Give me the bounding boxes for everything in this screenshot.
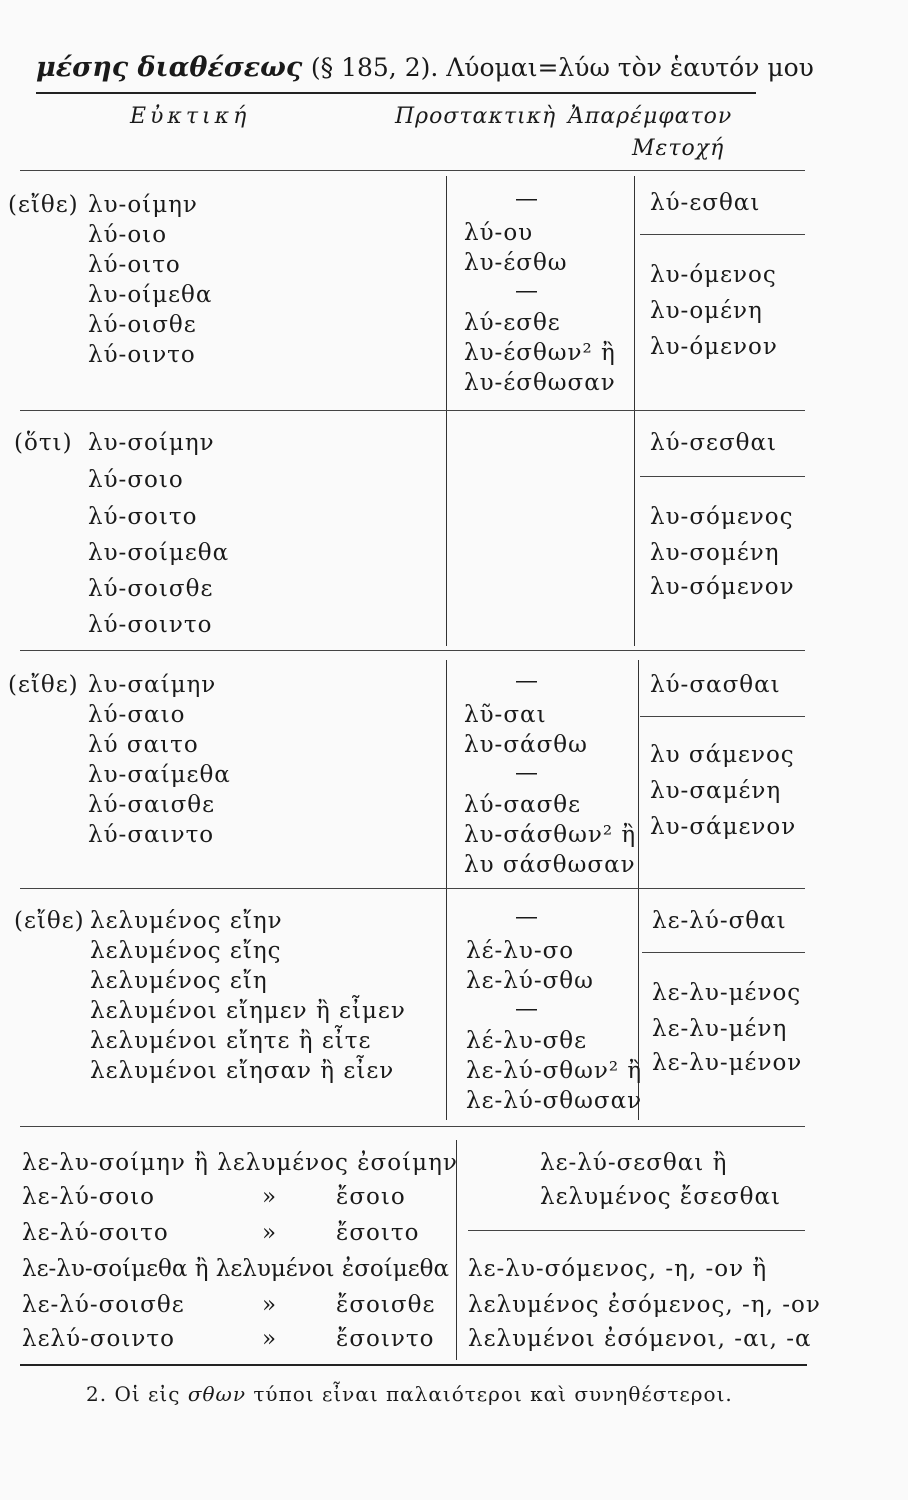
block1-rule [20,410,805,411]
fp-row-5-mark: » [262,1292,278,1318]
block2-opt-2: λύ-σοιο [88,467,184,493]
block4-part-1: λε-λυ-μένος [652,980,802,1006]
block4-imp-6: λε-λύ-σθων² ἢ [466,1058,643,1084]
block4-inf-rule [642,952,805,953]
block4-imp-5: λέ-λυ-σθε [466,1028,588,1054]
block3-imp-2: λῦ-σαι [464,702,547,728]
block1-part-2: λυ-ομένη [650,298,763,324]
block4-imp-4: — [515,996,539,1022]
footnote [86,1382,733,1406]
footnote-number: 2. [86,1382,108,1406]
block2-opt-4: λυ-σοίμεθα [88,540,230,566]
col-participle-header: Μετοχή [632,136,725,161]
block1-imp-2: λύ-ου [464,220,534,246]
fp-row-2: λε-λύ-σοιο [22,1184,156,1210]
block4-prefix: (εἴθε) [14,908,85,934]
block3-imp-7: λυ σάσθωσαν [464,852,636,878]
footnote-pre: Οἱ εἰς [114,1382,181,1406]
fp-row-5-b: ἔσοισθε [336,1292,436,1318]
block1-imp-4: — [515,278,539,304]
block1-infinitive: λύ-εσθαι [650,190,761,216]
block2-opt-6: λύ-σοιντο [88,612,213,638]
block4-imp-1: — [515,904,539,930]
title-rest: (§ 185, 2). Λύομαι=λύω τὸν ἑαυτόν μου [310,53,814,82]
fp-row-3-b: ἔσοιτο [336,1220,420,1246]
fp-row-6-mark: » [262,1326,278,1352]
block3-opt-2: λύ-σαιο [88,702,186,728]
block1-imp-7: λυ-έσθωσαν [464,370,616,396]
block2-rule [20,650,805,651]
block4-opt-1: λελυμένος εἴην [90,908,283,934]
block2-opt-3: λύ-σοιτο [88,504,198,530]
block3-opt-5: λύ-σαισθε [88,792,216,818]
col-imperative-header: Προστακτικὴ [395,104,557,129]
fp-inf-2: λελυμένος ἔσεσθαι [540,1184,781,1210]
block3-imp-1: — [515,668,539,694]
fp-row-1: λε-λυ-σοίμην ἢ λελυμένος ἐσοίμην [22,1150,458,1176]
block3-inf-rule [640,716,805,717]
block1-opt-1: λυ-οίμην [88,192,198,218]
block3-part-1: λυ σάμενος [650,742,795,768]
block4-imp-7: λε-λύ-σθωσαν [466,1088,643,1114]
title-bold: μέσης διαθέσεως [36,52,303,83]
block4-part-2: λε-λυ-μένη [652,1016,788,1042]
block2-part-1: λυ-σόμενος [650,504,794,530]
block4-opt-4: λελυμένοι εἴημεν ἢ εἶμεν [90,998,406,1024]
vline-b [634,176,635,646]
block2-infinitive: λύ-σεσθαι [650,430,778,456]
block1-prefix: (εἴθε) [8,192,79,218]
fp-row-2-b: ἔσοιο [336,1184,406,1210]
block1-imp-6: λυ-έσθων² ἢ [464,340,616,366]
block1-imp-5: λύ-εσθε [464,310,561,336]
block1-opt-2: λύ-οιο [88,222,168,248]
block2-opt-1: λυ-σοίμην [88,430,215,456]
fp-row-6: λελύ-σοιντο [22,1326,175,1352]
fp-inf-rule [468,1230,805,1231]
colhead-rule [20,170,805,171]
block4-part-3: λε-λυ-μένον [652,1050,803,1076]
block1-part-3: λυ-όμενον [650,334,778,360]
block4-imp-2: λέ-λυ-σο [466,938,575,964]
block2-prefix: (ὅτι) [14,430,73,456]
fp-inf-1: λε-λύ-σεσθαι ἢ [540,1150,728,1176]
block4-opt-3: λελυμένος εἴη [90,968,268,994]
bottom-rule [20,1364,807,1366]
fp-row-6-b: ἔσοιντο [336,1326,435,1352]
block4-rule [20,1126,805,1127]
block2-inf-rule [640,476,805,477]
block1-imp-1: — [515,186,539,212]
block3-part-3: λυ-σάμενον [650,814,797,840]
col-infinitive-header: Ἀπαρέμφατον [568,104,733,129]
block4-opt-2: λελυμένος εἴης [90,938,282,964]
fp-row-3-mark: » [262,1220,278,1246]
block2-part-3: λυ-σόμενον [650,574,795,600]
block1-imp-3: λυ-έσθω [464,250,568,276]
vline-c [446,660,447,1120]
block4-imp-3: λε-λύ-σθω [466,968,594,994]
block4-opt-6: λελυμένοι εἴησαν ἢ εἶεν [90,1058,395,1084]
block3-imp-3: λυ-σάσθω [464,732,588,758]
block1-part-1: λυ-όμενος [650,262,777,288]
block4-opt-5: λελυμένοι εἴητε ἢ εἶτε [90,1028,372,1054]
block3-opt-4: λυ-σαίμεθα [88,762,231,788]
block1-opt-6: λύ-οιντο [88,342,196,368]
block1-opt-5: λύ-οισθε [88,312,197,338]
vline-d [638,660,639,1120]
fp-part-3: λελυμένοι ἐσόμενοι, -αι, -α [468,1326,812,1352]
vline-a [446,176,447,646]
block3-imp-5: λύ-σασθε [464,792,582,818]
fp-row-4: λε-λυ-σοίμεθα ἢ λελυμένοι ἐσοίμεθα [22,1256,450,1282]
block3-part-2: λυ-σαμένη [650,778,782,804]
footnote-italic: σθων [187,1382,246,1406]
fp-part-1: λε-λυ-σόμενος, -η, -ον ἢ [468,1256,768,1282]
block3-rule [20,888,805,889]
block3-opt-3: λύ σαιτο [88,732,199,758]
block2-part-2: λυ-σομένη [650,540,780,566]
block3-opt-1: λυ-σαίμην [88,672,217,698]
fp-row-2-mark: » [262,1184,278,1210]
fp-part-2: λελυμένος ἐσόμενος, -η, -ον [468,1292,821,1318]
block2-opt-5: λύ-σοισθε [88,576,214,602]
block3-prefix: (εἴθε) [8,672,79,698]
block3-opt-6: λύ-σαιντο [88,822,215,848]
block3-infinitive: λύ-σασθαι [650,672,781,698]
col-optative-header: Εὐκτική [130,104,251,129]
page-title [36,52,814,83]
header-rule [36,92,756,94]
block1-opt-4: λυ-οίμεθα [88,282,213,308]
block3-imp-6: λυ-σάσθων² ἢ [464,822,637,848]
fp-row-5: λε-λύ-σοισθε [22,1292,185,1318]
footnote-post: τύποι εἶναι παλαιότεροι καὶ συνηθέστεροι. [253,1382,733,1406]
fp-row-3: λε-λύ-σοιτο [22,1220,169,1246]
block1-inf-rule [640,234,805,235]
block3-imp-4: — [515,760,539,786]
block1-opt-3: λύ-οιτο [88,252,181,278]
block4-infinitive: λε-λύ-σθαι [652,908,787,934]
